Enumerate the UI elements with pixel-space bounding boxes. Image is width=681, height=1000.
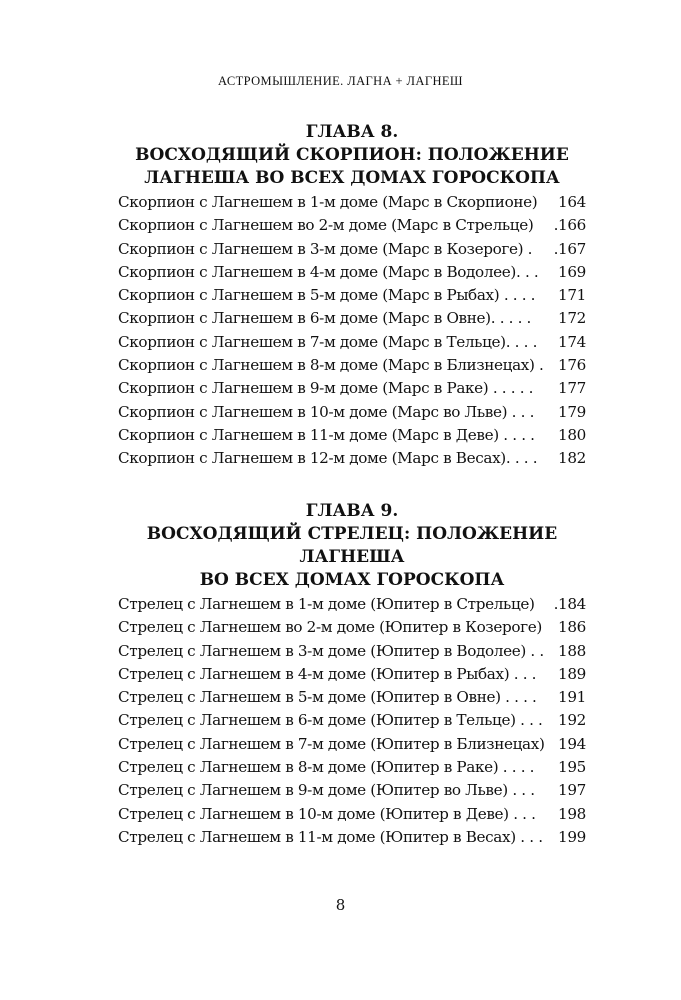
toc-page-number: 169: [558, 262, 586, 281]
toc-entry-text: Скорпион с Лагнешем в 5-м доме (Марс в Рыбах) . . . .: [118, 286, 536, 305]
toc-page-number: 164: [558, 193, 586, 211]
toc-entry[interactable]: [118, 779, 586, 802]
toc-entry-text: Стрелец с Лагнешем в 5-м доме (Юпитер в Овне) . . . .: [118, 688, 537, 707]
toc-entry[interactable]: [118, 377, 586, 400]
toc-page-number: 195: [558, 758, 586, 777]
toc-entry[interactable]: [118, 284, 586, 307]
toc-entry-text: Скорпион с Лагнешем в 3-м доме (Марс в Козероге) .: [118, 239, 533, 258]
toc-entry[interactable]: [118, 640, 586, 663]
toc-entry[interactable]: [118, 733, 586, 756]
toc-entry[interactable]: [118, 593, 586, 616]
chapter-title-line-1: ВОСХОДЯЩИЙ СТРЕЛЕЦ: ПОЛОЖЕНИЕ ЛАГНЕША: [146, 524, 558, 567]
toc-entry-text: Скорпион с Лагнешем в 9-м доме (Марс в Раке) . . . . .: [118, 379, 534, 398]
chapter-9: [118, 500, 586, 849]
toc-entry-text: Стрелец с Лагнешем в 10-м доме (Юпитер в Деве) . . .: [118, 804, 536, 823]
chapter-label: ГЛАВА 8.: [305, 122, 399, 142]
toc-entry[interactable]: [118, 401, 586, 424]
toc-entry[interactable]: [118, 261, 586, 284]
toc-page-number: 180: [558, 425, 586, 444]
toc-page-number: 197: [558, 781, 586, 800]
chapter-heading: [118, 500, 586, 592]
toc-entry[interactable]: [118, 616, 586, 639]
toc-entry-text: Стрелец с Лагнешем в 1-м доме (Юпитер в Стрельце): [118, 595, 535, 613]
toc-page-number: .167: [553, 239, 586, 258]
toc-page-number: 199: [558, 827, 586, 846]
toc-page-number: 194: [558, 734, 586, 753]
chapter-title-line-2: ЛАГНЕША ВО ВСЕХ ДОМАХ ГОРОСКОПА: [144, 168, 560, 188]
toc-entry-text: Стрелец с Лагнешем в 4-м доме (Юпитер в Рыбах) . . .: [118, 664, 537, 683]
toc-entry-text: Скорпион с Лагнешем в 12-м доме (Марс в Весах). . . .: [118, 449, 538, 468]
toc-entry-text: Скорпион с Лагнешем в 7-м доме (Марс в Тельце). . . .: [118, 332, 538, 351]
toc-entry-text: Скорпион с Лагнешем в 6-м доме (Марс в Овне). . . . .: [118, 309, 532, 328]
toc-entry-text: Стрелец с Лагнешем в 3-м доме (Юпитер в Водолее) . .: [118, 641, 544, 660]
toc-entry[interactable]: [118, 447, 586, 470]
toc-entry[interactable]: [118, 686, 586, 709]
toc-entry-text: Скорпион с Лагнешем в 4-м доме (Марс в Водолее). . .: [118, 262, 539, 281]
toc-entry[interactable]: [118, 191, 586, 214]
toc-entry-text: Скорпион с Лагнешем в 11-м доме (Марс в Деве) . . . .: [118, 425, 535, 444]
toc-page-number: 174: [558, 332, 586, 351]
toc-entry[interactable]: [118, 663, 586, 686]
toc-page-number: 172: [558, 309, 586, 328]
toc-entry-text: Стрелец с Лагнешем в 7-м доме (Юпитер в Близнецах): [118, 734, 545, 753]
toc-entry-text: Скорпион с Лагнешем в 10-м доме (Марс во Льве) . . .: [118, 402, 535, 421]
toc-page-number: 186: [558, 618, 586, 637]
toc-page-number: 189: [558, 664, 586, 683]
toc-page-number: .166: [553, 216, 586, 235]
toc-entry[interactable]: [118, 354, 586, 377]
chapter-title-line-2: ВО ВСЕХ ДОМАХ ГОРОСКОПА: [199, 570, 505, 590]
toc-entry-text: Стрелец с Лагнешем в 8-м доме (Юпитер в Раке) . . . .: [118, 758, 535, 777]
chapter-heading: [118, 121, 586, 190]
toc-entry-text: Стрелец с Лагнешем в 6-м доме (Юпитер в Тельце) . . .: [118, 711, 543, 730]
toc-page-number: .184: [553, 595, 586, 613]
toc-entry[interactable]: [118, 826, 586, 849]
toc-page-number: 177: [558, 379, 586, 398]
toc-entry[interactable]: [118, 214, 586, 237]
toc-entry[interactable]: [118, 756, 586, 779]
toc-entry[interactable]: [118, 238, 586, 261]
toc-page-number: 192: [558, 711, 586, 730]
toc-page-number: 182: [558, 449, 586, 468]
toc-entry-text: Стрелец с Лагнешем в 9-м доме (Юпитер во Льве) . . .: [118, 781, 535, 800]
toc-entry-text: Стрелец с Лагнешем во 2-м доме (Юпитер в Козероге): [118, 618, 542, 637]
chapter-label: ГЛАВА 9.: [305, 501, 399, 521]
toc-page-number: 198: [558, 804, 586, 823]
toc-entry-text: Скорпион с Лагнешем в 1-м доме (Марс в Скорпионе): [118, 193, 538, 211]
toc-list: [118, 191, 586, 471]
toc-entry-text: Скорпион с Лагнешем в 8-м доме (Марс в Близнецах) .: [118, 356, 544, 375]
toc-page-number: 176: [558, 356, 586, 375]
toc-entry-text: Стрелец с Лагнешем в 11-м доме (Юпитер в Весах) . . .: [118, 827, 543, 846]
toc-page-number: 171: [558, 286, 586, 305]
toc-page-number: 179: [558, 402, 586, 421]
toc-entry[interactable]: [118, 424, 586, 447]
chapter-title-line-1: ВОСХОДЯЩИЙ СКОРПИОН: ПОЛОЖЕНИЕ: [135, 145, 569, 165]
toc-list: [118, 593, 586, 849]
toc-entry[interactable]: [118, 307, 586, 330]
toc-entry[interactable]: [118, 331, 586, 354]
toc-page-number: 191: [558, 688, 586, 707]
chapter-8: [118, 121, 586, 471]
page-number: 8: [335, 896, 346, 914]
toc-entry[interactable]: [118, 709, 586, 732]
toc-entry[interactable]: [118, 803, 586, 826]
toc-entry-text: Скорпион с Лагнешем во 2-м доме (Марс в Стрельце): [118, 216, 534, 235]
toc-page-number: 188: [558, 641, 586, 660]
running-head: АСТРОМЫШЛЕНИЕ. ЛАГНА + ЛАГНЕШ: [218, 74, 463, 88]
